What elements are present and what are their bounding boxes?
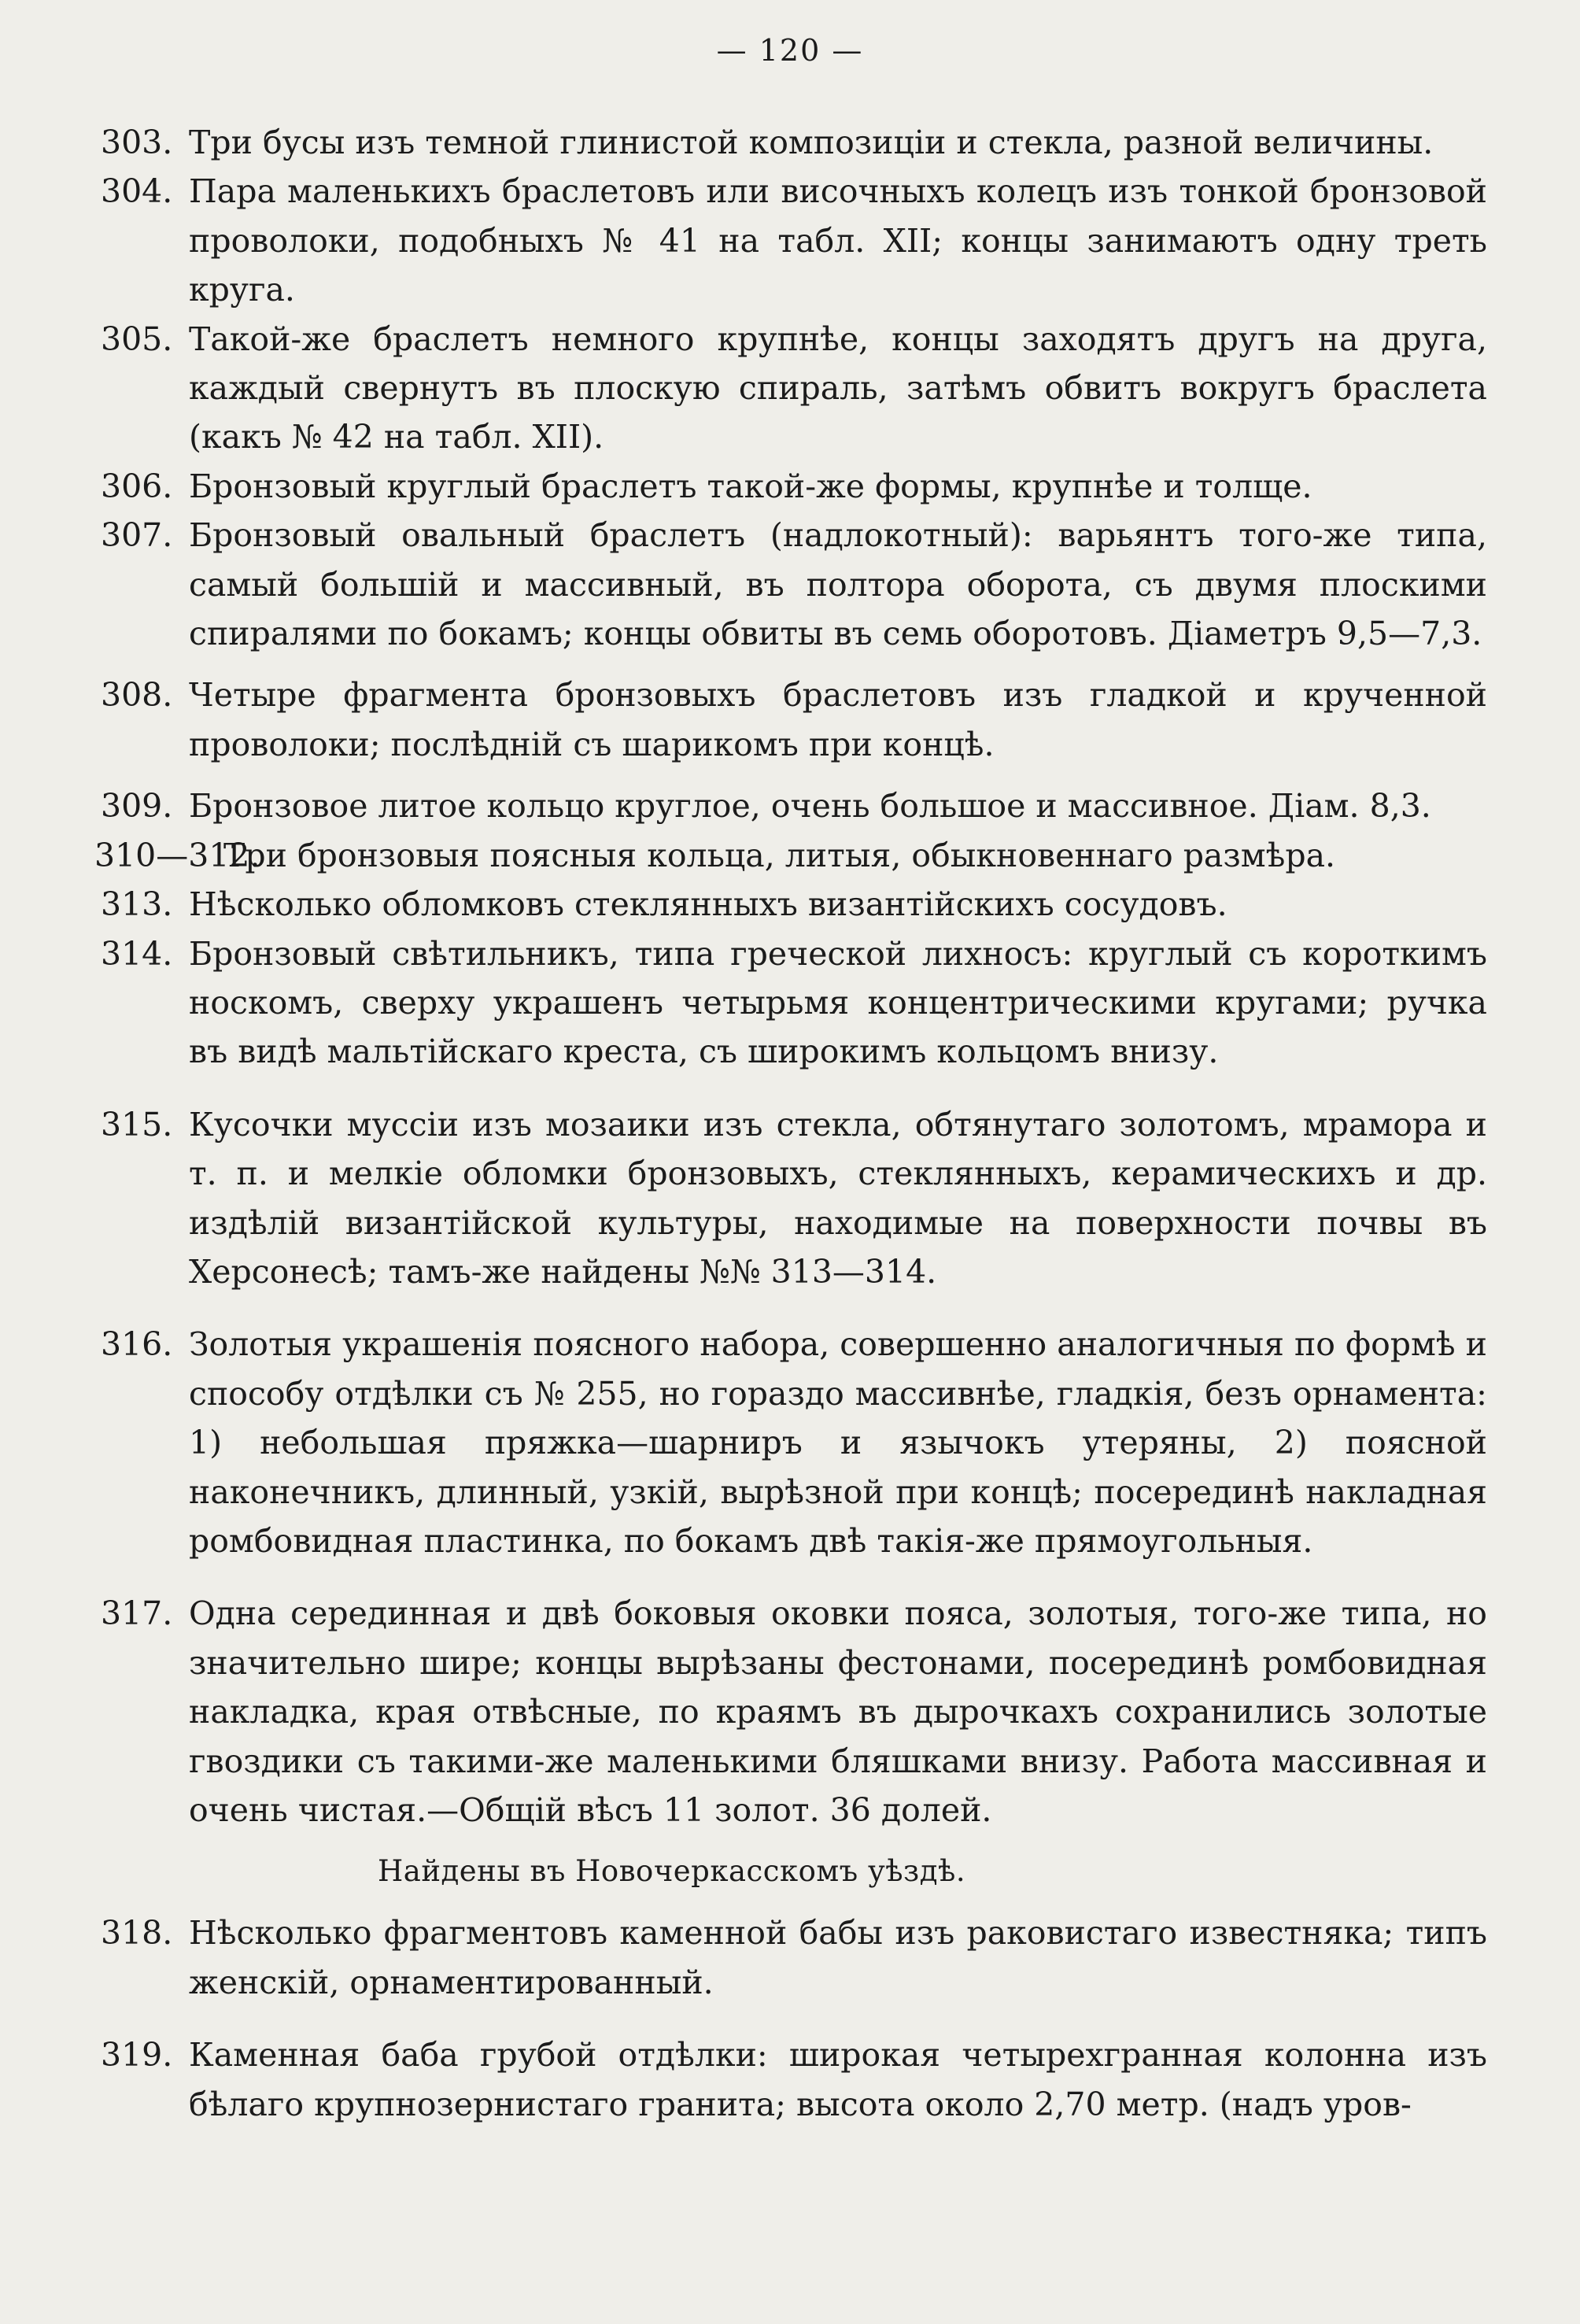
catalog-entry [101,1100,1487,1297]
entry-text: Пара маленькихъ браслетовъ или височныхъ колецъ изъ тонкой бронзовой проволоки, подобныхъ № 41 на табл. XII; концы занимаютъ одну треть круга. [189,172,1487,309]
catalog-entry [101,511,1487,658]
catalog-entries [94,118,1488,2129]
entry-text: Такой-же браслетъ немного крупнѣе, концы заходятъ другъ на друга, каждый свернутъ въ плоскую спираль, затѣмъ обвитъ вокругъ браслета (какъ № 42 на табл. XII). [189,320,1487,456]
catalog-entry [101,880,1487,929]
section-subheading: Найдены въ Новочеркасскомъ уѣздѣ. [378,1854,966,1889]
entry-number: 306. [101,467,173,505]
catalog-entry [101,315,1487,462]
page-number: — 120 — [716,33,864,68]
entry-number: 309. [101,787,173,826]
entry-text: Кусочки муссіи изъ мозаики изъ стекла, обтянутаго золотомъ, мрамора и т. п. и мелкіе обломки бронзовыхъ, стеклянныхъ, керамическихъ и др. издѣлій византійской культуры, находимые на поверхности почвы въ Херсонесѣ; тамъ-же найдены №№ 313—314. [189,1105,1487,1291]
entry-number: 314. [101,934,173,973]
entry-text: Бронзовое литое кольцо круглое, очень большое и массивное. Діам. 8,3. [189,787,1431,826]
catalog-entry [94,831,1487,880]
entry-number: 315. [101,1105,173,1144]
entry-text: Нѣсколько обломковъ стеклянныхъ византійскихъ сосудовъ. [189,885,1227,924]
entry-number: 307. [101,516,173,555]
entry-text: Бронзовый круглый браслетъ такой-же формы, крупнѣе и толще. [189,467,1312,505]
catalog-entry [101,2030,1487,2129]
entry-text: Одна серединная и двѣ боковыя оковки пояса, золотыя, того-же типа, но значительно шире; концы вырѣзаны фестонами, посерединѣ ромбовидная накладка, края отвѣсные, по краямъ въ дырочкахъ сохранились золотые гвоздики съ такими-же маленькими бляшками внизу. Работа массивная и очень чистая.—Общій вѣсъ 11 золот. 36 долей. [189,1594,1487,1829]
entry-text: Золотыя украшенія поясного набора, совершенно аналогичныя по формѣ и способу отдѣлки съ № 255, но гораздо массивнѣе, гладкія, безъ орнамента: 1) небольшая пряжка—шарниръ и язычокъ утеряны, 2) поясной наконечникъ, длинный, узкій, вырѣзной при концѣ; посерединѣ накладная ромбовидная пластинка, по бокамъ двѣ такія-же прямоугольныя. [189,1325,1488,1560]
entry-number: 304. [101,172,173,211]
catalog-entry [101,781,1487,830]
entry-text: Каменная баба грубой отдѣлки: широкая четырехгранная колонна изъ бѣлаго крупнозернистаго гранита; высота около 2,70 метр. (надъ уров- [189,2036,1487,2123]
catalog-entry [101,1908,1487,2007]
catalog-entry [101,1320,1488,1565]
entry-text: Бронзовый свѣтильникъ, типа греческой лихносъ: круглый съ короткимъ носкомъ, сверху украшенъ четырьмя концентрическими кругами; ручка въ видѣ мальтійскаго креста, съ широкимъ кольцомъ внизу. [189,934,1487,1071]
entry-number: 318. [101,1914,173,1953]
entry-number: 305. [101,320,173,358]
entry-number: 319. [101,2036,173,2075]
entry-text: Нѣсколько фрагментовъ каменной бабы изъ раковистаго известняка; типъ женскій, орнаментированный. [189,1914,1487,2001]
entry-text: Три бусы изъ темной глинистой композиціи и стекла, разной величины. [189,124,1434,161]
catalog-entry [101,929,1487,1077]
entry-text: Бронзовый овальный браслетъ (надлокотный): варьянтъ того-же типа, самый большій и массивный, въ полтора оборота, съ двумя плоскими спиралями по бокамъ; концы обвиты въ семь оборотовъ. Діаметръ 9,5—7,3. [189,516,1487,653]
catalog-entry [101,167,1487,314]
catalog-entry [101,462,1487,511]
entry-number: 310—312. [94,836,260,874]
catalog-entry [101,1589,1487,1834]
catalog-entry [101,671,1487,769]
entry-number: 303. [101,124,173,161]
entry-text: Четыре фрагмента бронзовыхъ браслетовъ изъ гладкой и крученной проволоки; послѣдній съ шарикомъ при концѣ. [189,676,1487,763]
entry-number: 308. [101,676,173,715]
entry-number: 317. [101,1594,173,1633]
entry-number: 313. [101,885,173,924]
entry-number: 316. [101,1325,173,1364]
entry-text: Три бронзовыя поясныя кольца, литыя, обыкновеннаго размѣра. [223,836,1336,874]
catalog-entry [101,118,1487,167]
